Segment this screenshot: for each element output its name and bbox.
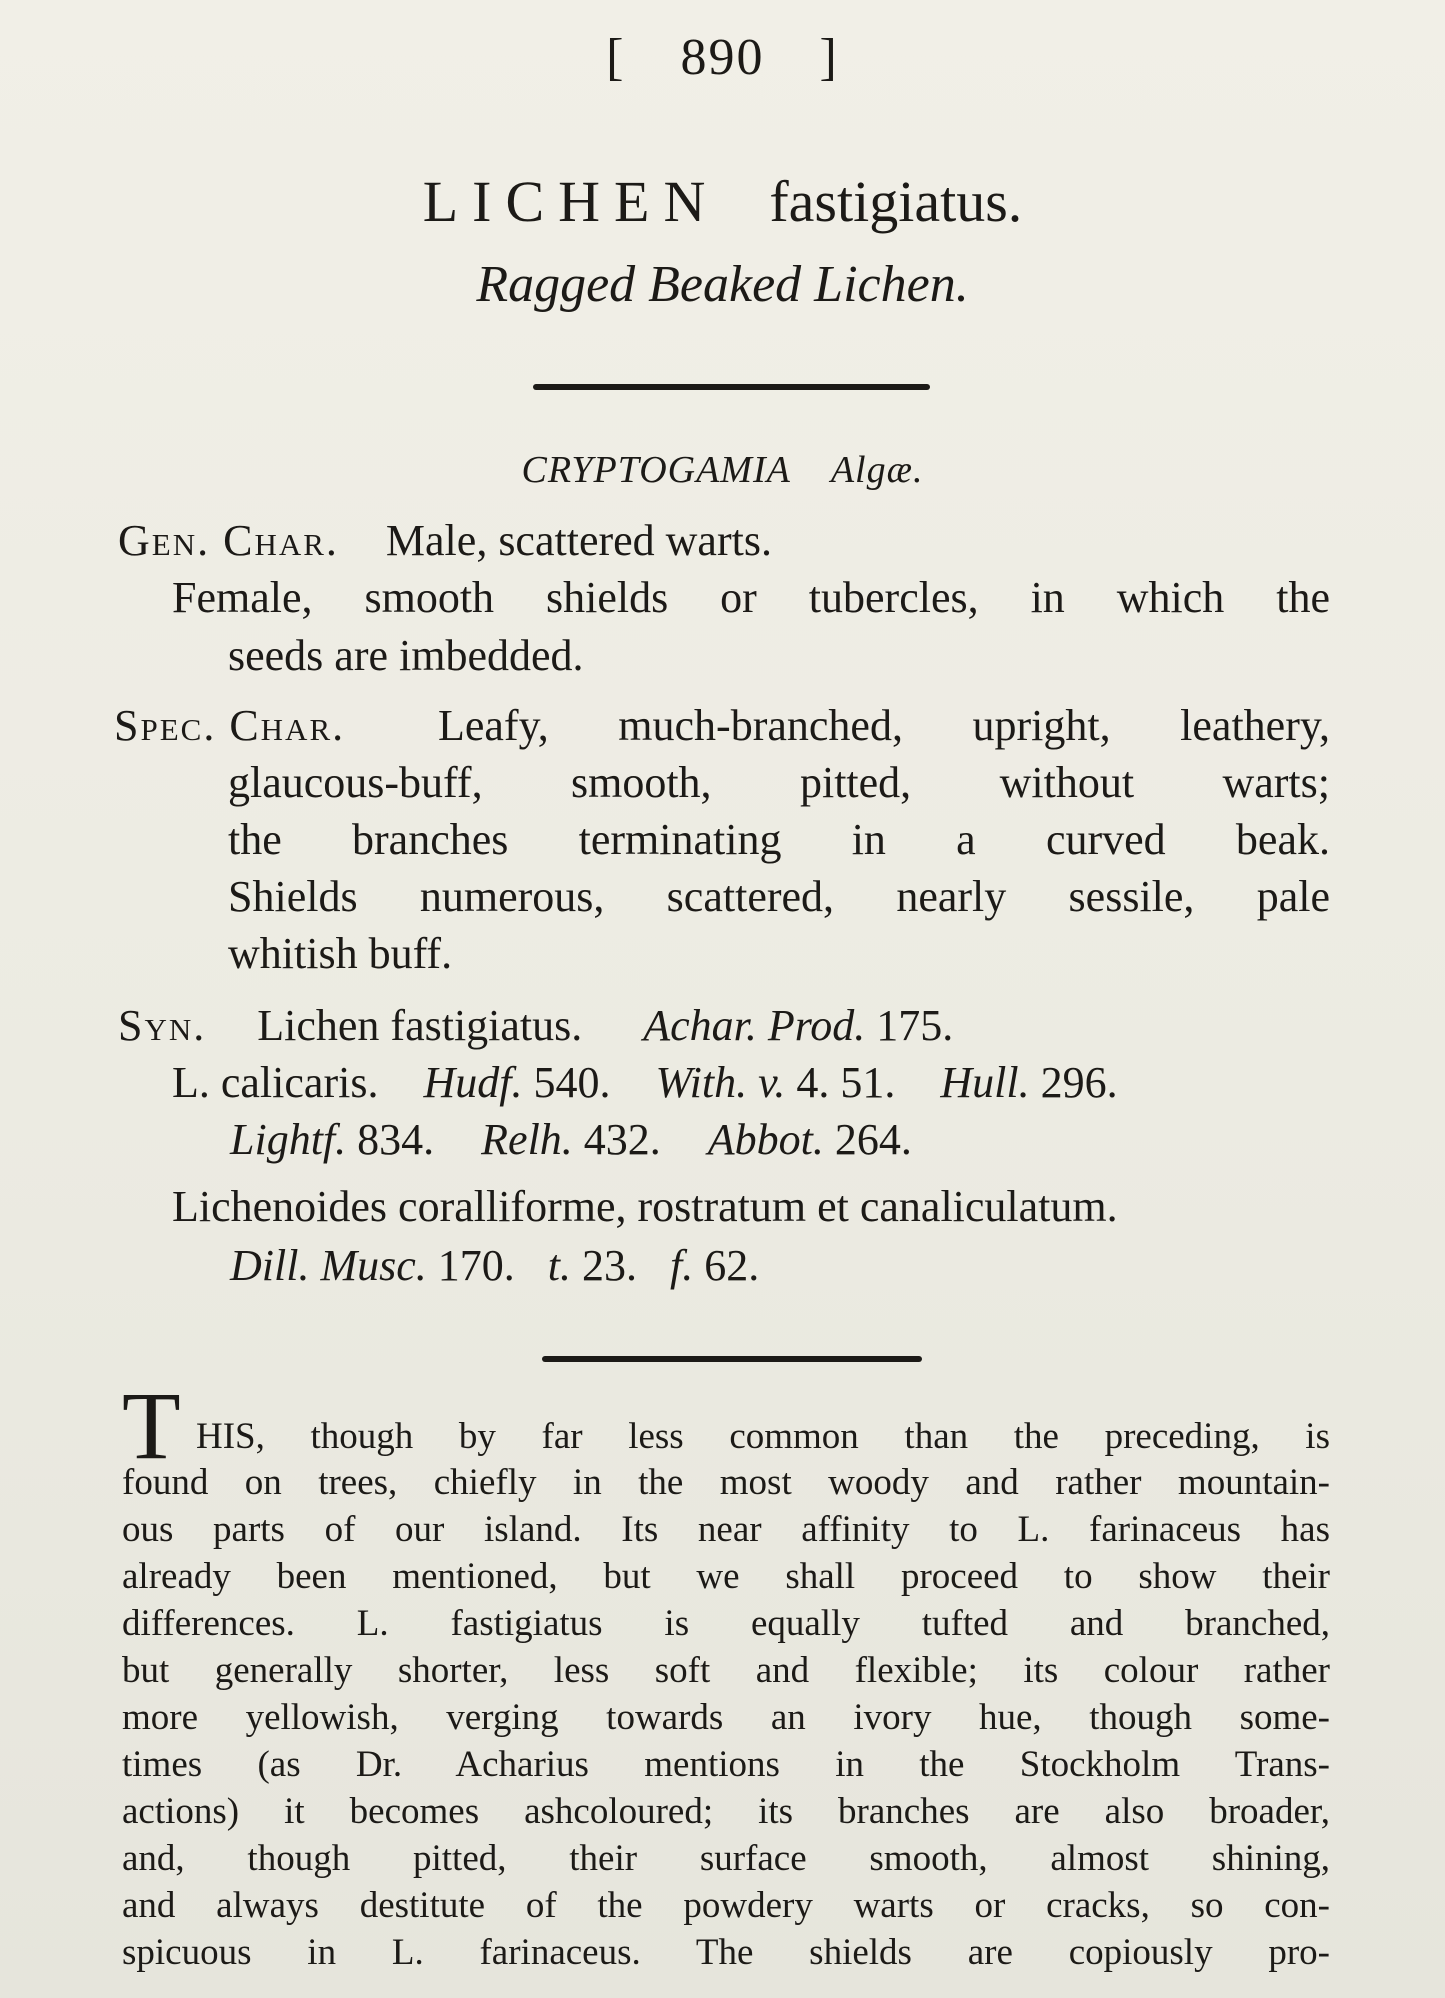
body-line-11: and always destitute of the powdery warts or cracks, so con-: [122, 1885, 1330, 1926]
syn-line2-ref3: Hull.: [940, 1058, 1030, 1107]
syn-line2-ref1: Hudf.: [423, 1058, 523, 1107]
body-line-1: HIS, though by far less common than the preceding, is: [196, 1416, 1330, 1457]
syn-label: Syn.: [118, 1001, 207, 1050]
gen-char-label: Gen. Char.: [118, 516, 339, 565]
syn-line3-ref3: Abbot.: [707, 1115, 824, 1164]
classification: [0, 448, 1445, 492]
syn-line1-ref: Achar. Prod.: [643, 1001, 866, 1050]
syn-line5-ref2: t.: [547, 1241, 571, 1290]
syn-line5-num1: 170.: [437, 1241, 515, 1290]
species-title: [0, 168, 1445, 235]
spec-char-line5: whitish buff.: [228, 929, 453, 978]
syn-line5-ref1: Dill. Musc.: [230, 1241, 427, 1290]
open-bracket: [: [606, 29, 626, 86]
body-line-3: ous parts of our island. Its near affinity to L. farinaceus has: [122, 1509, 1330, 1550]
genus-name: LICHEN: [422, 169, 720, 234]
body-line-6: but generally shorter, less soft and flexible; its colour rather: [122, 1650, 1330, 1691]
syn-line2-num2: 4. 51.: [796, 1058, 896, 1107]
syn-line1-text: Lichen fastigiatus.: [257, 1001, 583, 1050]
spec-char-line4: Shields numerous, scattered, nearly sessile, pale: [228, 872, 1330, 921]
divider-rule-bottom: [542, 1356, 922, 1362]
common-name: Ragged Beaked Lichen.: [476, 256, 969, 313]
body-line-8: times (as Dr. Acharius mentions in the Stockholm Trans-: [122, 1744, 1330, 1785]
close-bracket: ]: [819, 29, 839, 86]
syn-line4: Lichenoides coralliforme, rostratum et canaliculatum.: [172, 1182, 1118, 1231]
gen-char-line3: seeds are imbedded.: [228, 631, 584, 680]
syn-line3-num1: 834.: [357, 1115, 435, 1164]
body-line-10: and, though pitted, their surface smooth, almost shining,: [122, 1838, 1330, 1879]
syn-line5-num2: 23.: [582, 1241, 637, 1290]
gen-char-line1: Male, scattered warts.: [385, 516, 772, 565]
spec-char-line2: glaucous-buff, smooth, pitted, without warts;: [228, 758, 1330, 807]
divider-rule-top: [533, 384, 930, 390]
syn-line2-ref2: With. v.: [655, 1058, 786, 1107]
syn-line5-ref3: f.: [670, 1241, 694, 1290]
species-name: fastigiatus.: [769, 169, 1023, 234]
spec-char-line1: Leafy, much-branched, upright, leathery,: [438, 701, 1330, 750]
body-line-4: already been mentioned, but we shall proceed to show their: [122, 1556, 1330, 1597]
syn-line2-num1: 540.: [533, 1058, 611, 1107]
body-line-5: differences. L. fastigiatus is equally tufted and branched,: [122, 1603, 1330, 1644]
body-line-7: more yellowish, verging towards an ivory hue, though some-: [122, 1697, 1330, 1738]
drop-cap: T: [122, 1372, 181, 1479]
syn-line3-num2: 432.: [583, 1115, 661, 1164]
body-line-12: spicuous in L. farinaceus. The shields are copiously pro-: [122, 1932, 1330, 1973]
gen-char-line2: Female, smooth shields or tubercles, in which the: [172, 573, 1330, 622]
syn-line2-num3: 296.: [1040, 1058, 1118, 1107]
syn-line1-num: 175.: [876, 1001, 954, 1050]
body-line-9: actions) it becomes ashcoloured; its branches are also broader,: [122, 1791, 1330, 1832]
class-name: CRYPTOGAMIA: [521, 449, 791, 491]
order-name: Algæ.: [830, 449, 924, 491]
spec-char-label: Spec. Char.: [114, 701, 346, 750]
syn-line2-text: L. calicaris.: [172, 1058, 379, 1107]
syn-line5-num3: 62.: [704, 1241, 760, 1290]
page-number: 890: [680, 29, 765, 86]
syn-line3-ref1: Lightf.: [230, 1115, 347, 1164]
syn-line3-ref2: Relh.: [481, 1115, 573, 1164]
syn-line3-num3: 264.: [834, 1115, 912, 1164]
body-line-2: found on trees, chiefly in the most woody and rather mountain-: [122, 1462, 1330, 1503]
spec-char-line3: the branches terminating in a curved beak.: [228, 815, 1330, 864]
page-number-header: [0, 28, 1445, 87]
